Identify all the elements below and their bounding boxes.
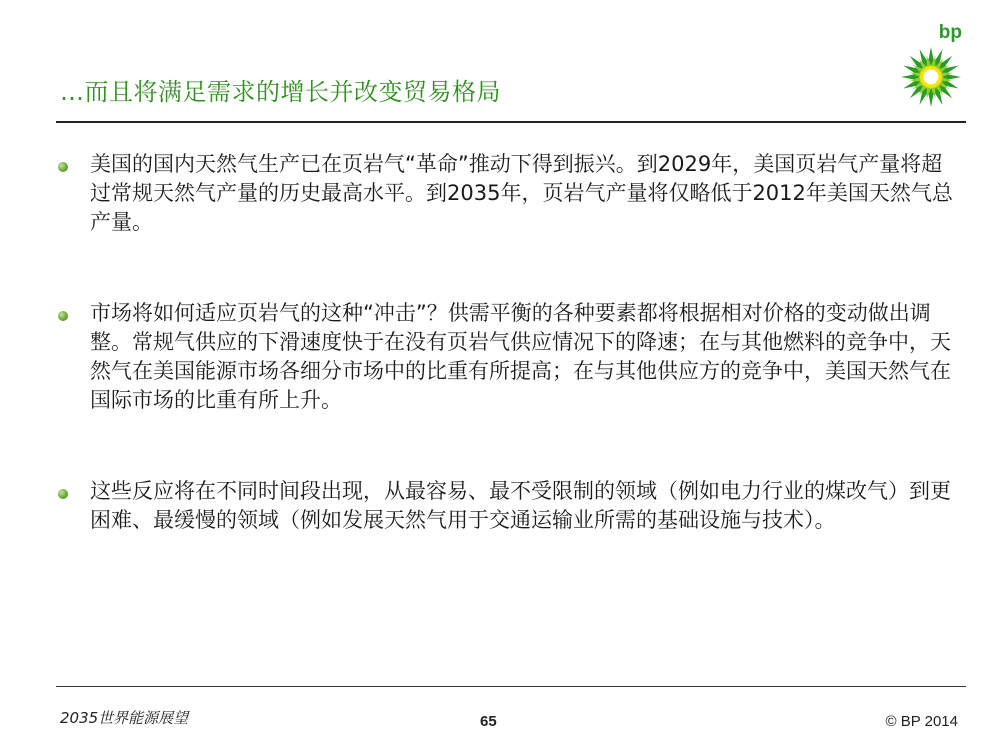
- footer-divider: [56, 686, 966, 687]
- publication-title: 2035世界能源展望: [60, 709, 189, 727]
- page-number: 65: [480, 713, 497, 730]
- helios-icon: [900, 46, 962, 108]
- bullet-text: 这些反应将在不同时间段出现，从最容易、最不受限制的领域（例如电力行业的煤改气）到更困难、最缓慢的领域（例如发展天然气用于交通运输业所需的基础设施与技术）。: [90, 479, 951, 532]
- bullet-item: [58, 150, 963, 237]
- copyright: © BP 2014: [885, 713, 958, 730]
- bullet-item: [58, 477, 963, 535]
- bullet-list: [58, 150, 963, 535]
- bp-logo: [900, 24, 966, 110]
- bullet-dot-icon: [58, 311, 68, 321]
- bullet-item: [58, 299, 963, 415]
- bullet-text: 美国的国内天然气生产已在页岩气“革命”推动下得到振兴。到2029年，美国页岩气产量将超过常规天然气产量的历史最高水平。到2035年，页岩气产量将仅略低于2012年美国天然气总产量。: [90, 152, 953, 234]
- bullet-text: 市场将如何适应页岩气的这种“冲击”？供需平衡的各种要素都将根据相对价格的变动做出调整。常规气供应的下滑速度快于在没有页岩气供应情况下的降速；在与其他燃料的竞争中，天然气在美国能源市场各细分市场中的比重有所提高；在与其他供应方的竞争中，美国天然气在国际市场的比重有所上升。: [90, 301, 951, 412]
- header-divider: [56, 121, 966, 123]
- bp-logo-text: bp: [938, 22, 962, 43]
- bullet-dot-icon: [58, 489, 68, 499]
- bullet-dot-icon: [58, 162, 68, 172]
- page-title: …而且将满足需求的增长并改变贸易格局: [60, 78, 501, 106]
